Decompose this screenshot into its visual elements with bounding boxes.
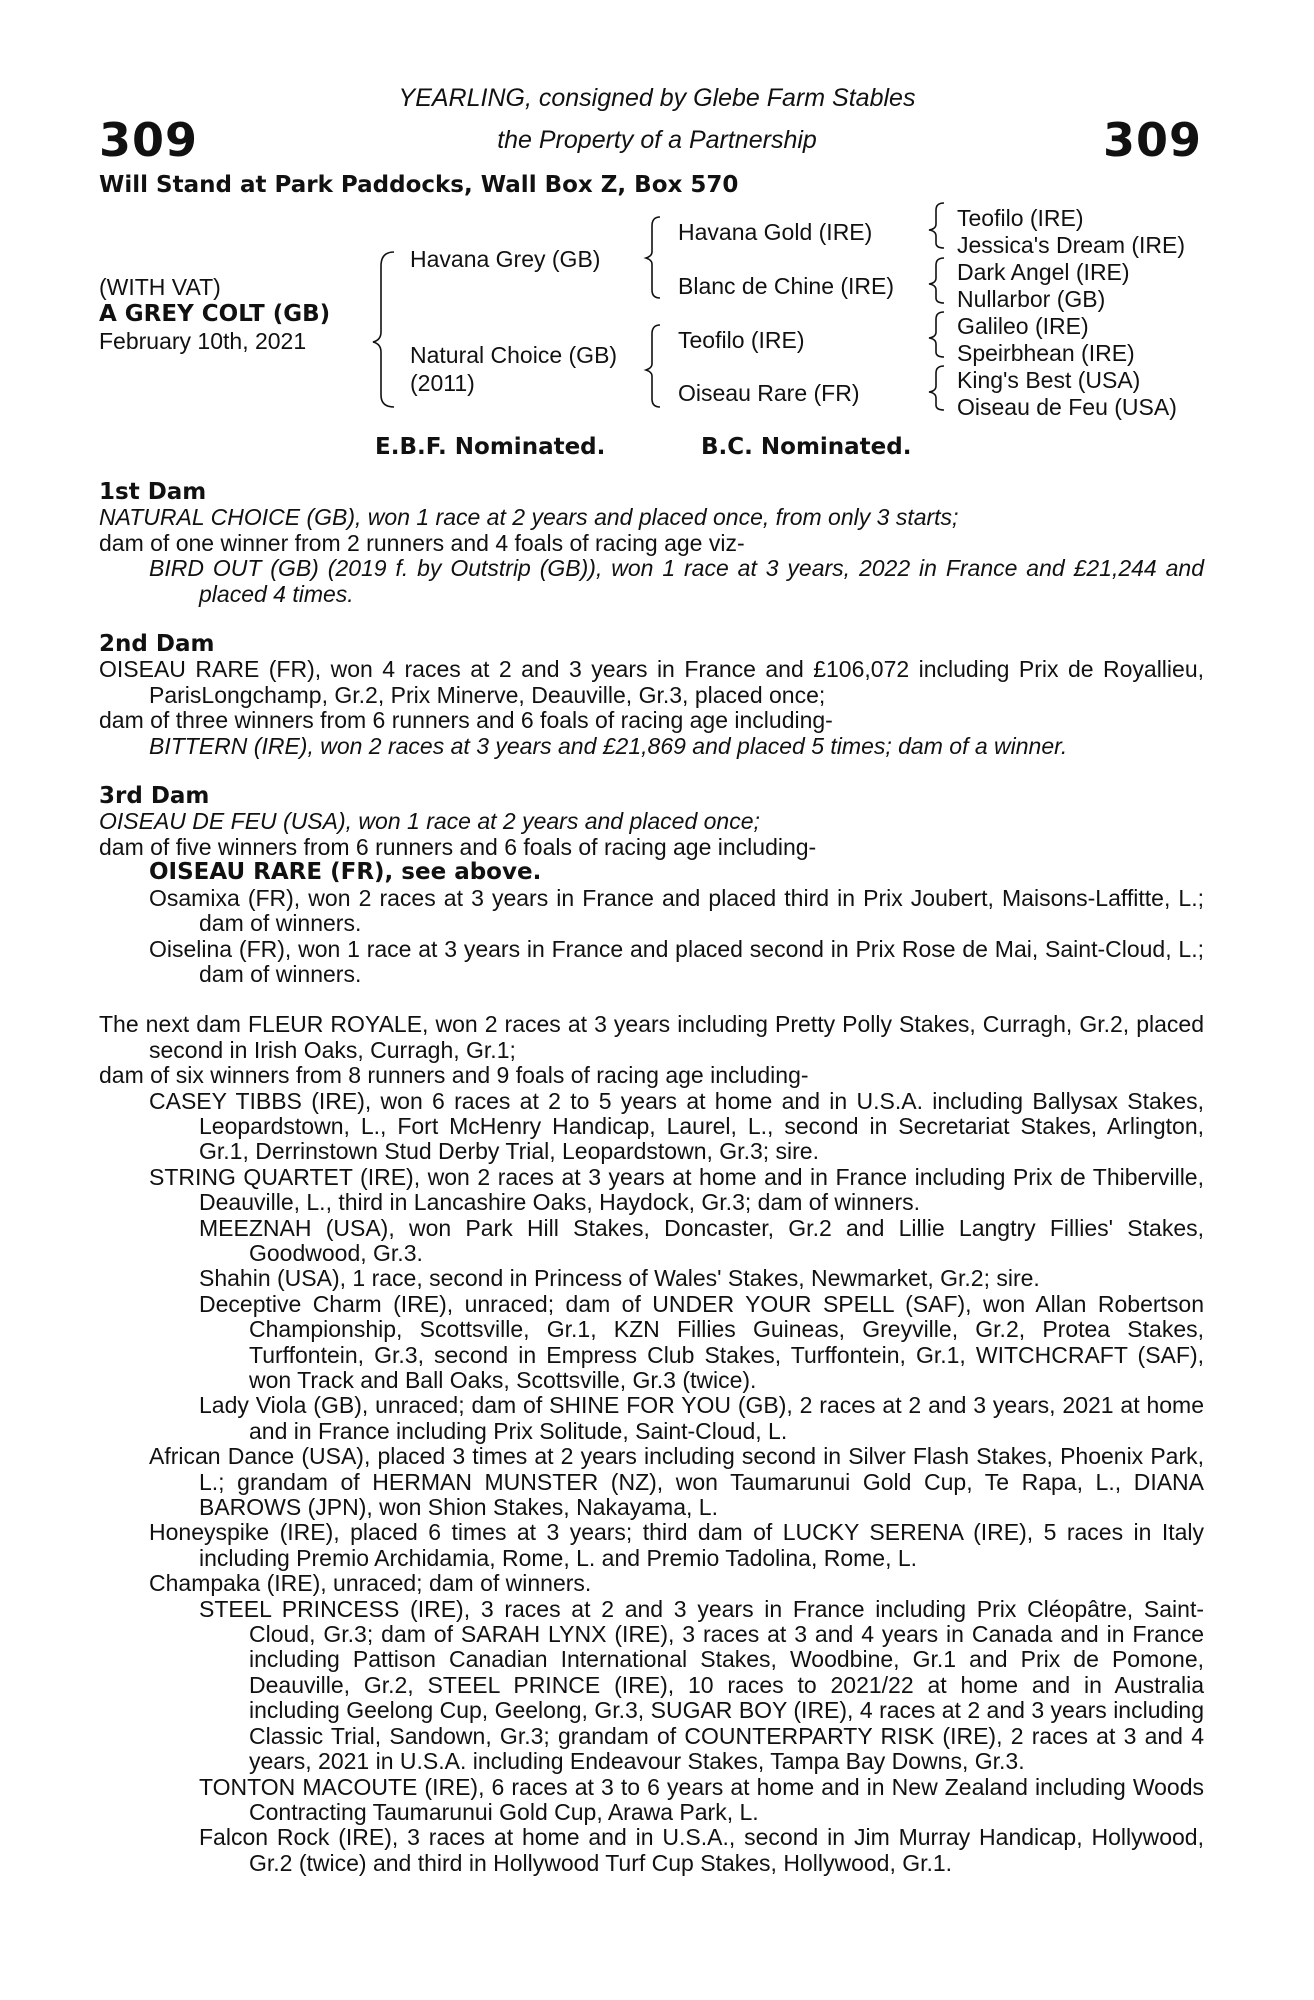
dam-sire: Teofilo (IRE) bbox=[678, 327, 805, 353]
gen3-4: Nullarbor (GB) bbox=[957, 286, 1106, 312]
third-dam-heading: 3rd Dam bbox=[99, 783, 210, 810]
produce-entry: Osamixa (FR), won 2 races at 3 years in France and placed third in Prix Joubert, Maisons-Laffitte, L.; dam of winners. bbox=[149, 884, 1204, 937]
produce-entry: Deceptive Charm (IRE), unraced; dam of UNDER YOUR SPELL (SAF), won Allan Robertson Championship, Scottsville, Gr.1, KZN Fillies Guineas, Greyville, Gr.2, Protea Stakes, Turffontein, Gr.3, second in Empress Club Stakes, Turffontein, Gr.1, WITCHCRAFT (SAF), won Track and Ball Oaks, Scottsville, Gr.3 (twice). bbox=[199, 1290, 1204, 1393]
dam-produce-summary: dam of one winner from 2 runners and 4 foals of racing age viz- bbox=[99, 529, 745, 556]
gen3-bracket-4 bbox=[929, 366, 944, 410]
gen3-3: Dark Angel (IRE) bbox=[957, 259, 1130, 285]
second-dam-produce-summary: dam of three winners from 6 runners and 6 foals of racing age including- bbox=[99, 707, 833, 734]
produce-entry: Oiselina (FR), won 1 race at 3 years in France and placed second in Prix Rose de Mai, Saint-Cloud, L.; dam of winners. bbox=[149, 935, 1204, 987]
gen3-6: Speirbhean (IRE) bbox=[957, 340, 1135, 366]
produce-entry: Lady Viola (GB), unraced; dam of SHINE FOR YOU (GB), 2 races at 2 and 3 years, 2021 at home and in France including Prix Solitude, Saint-Cloud, L. bbox=[199, 1392, 1204, 1444]
dam-dam: Oiseau Rare (FR) bbox=[678, 380, 860, 406]
sire-name: Havana Grey (GB) bbox=[410, 246, 601, 272]
dam-name: Natural Choice (GB) bbox=[410, 342, 618, 368]
gen3-8: Oiseau de Feu (USA) bbox=[957, 394, 1177, 420]
gen3-7: King's Best (USA) bbox=[957, 367, 1141, 393]
stand-location: Will Stand at Park Paddocks, Wall Box Z, Box 570 bbox=[99, 172, 739, 198]
produce-entry: CASEY TIBBS (IRE), won 6 races at 2 to 5 years at home and in U.S.A. including Ballysax Stakes, Leopardstown, L., Fort McHenry Handicap, Laurel, L., second in Secretariat Stakes, Arlington, Gr.1, Derrinstown Stud Derby Trial, Leopardstown, Gr.3; sire. bbox=[149, 1087, 1204, 1165]
produce-entry: MEEZNAH (USA), won Park Hill Stakes, Doncaster, Gr.2 and Lillie Langtry Fillies' Stakes, Goodwood, Gr.3. bbox=[199, 1214, 1204, 1266]
gen3-1: Teofilo (IRE) bbox=[957, 205, 1084, 231]
gen3-bracket-3 bbox=[929, 312, 944, 357]
third-dam-record: OISEAU DE FEU (USA), won 1 race at 2 years and placed once; bbox=[99, 808, 760, 835]
second-dam-record: OISEAU RARE (FR), won 4 races at 2 and 3 years in France and £106,072 including Prix de Royallieu, ParisLongchamp, Gr.2, Prix Minerve, Deauville, Gr.3, placed once; bbox=[99, 656, 1204, 708]
first-dam-heading: 1st Dam bbox=[99, 479, 207, 505]
sire-bracket bbox=[646, 217, 660, 298]
produce-entry: Falcon Rock (IRE), 3 races at home and in U.S.A., second in Jim Murray Handicap, Hollywood, Gr.2 (twice) and third in Hollywood Turf Cup Stakes, Hollywood, Gr.1. bbox=[199, 1824, 1204, 1876]
produce-entry: Champaka (IRE), unraced; dam of winners. bbox=[149, 1570, 592, 1597]
sire-dam: Blanc de Chine (IRE) bbox=[678, 273, 895, 299]
gen3-5: Galileo (IRE) bbox=[957, 313, 1089, 339]
dam-year: (2011) bbox=[410, 370, 475, 396]
gen3-bracket-1 bbox=[929, 203, 944, 248]
dam-bracket bbox=[646, 325, 660, 407]
third-dam-produce-summary: dam of five winners from 6 runners and 6 foals of racing age including- bbox=[99, 833, 817, 860]
produce-entry: Shahin (USA), 1 race, second in Princess of Wales' Stakes, Newmarket, Gr.2; sire. bbox=[199, 1265, 1040, 1292]
produce-entry: STRING QUARTET (IRE), won 2 races at 3 years at home and in France including Prix de Thiberville, Deauville, L., third in Lancashire Oaks, Haydock, Gr.3; dam of winners. bbox=[149, 1163, 1204, 1216]
consignor-line: YEARLING, consigned by Glebe Farm Stables bbox=[398, 84, 916, 112]
lot-number-right: 309 bbox=[1102, 113, 1202, 167]
gen3-2: Jessica's Dream (IRE) bbox=[957, 232, 1186, 258]
dam-record: NATURAL CHOICE (GB), won 1 race at 2 years and placed once, from only 3 starts; bbox=[99, 504, 959, 531]
produce-entry: African Dance (USA), placed 3 times at 2 years including second in Silver Flash Stakes, Phoenix Park, L.; grandam of HERMAN MUNSTER (NZ), won Taumarunui Gold Cup, Te Rapa, L., DIANA BAROWS (JPN), won Shion Stakes, Nakayama, L. bbox=[149, 1443, 1204, 1521]
second-dam-heading: 2nd Dam bbox=[99, 631, 215, 658]
property-line: the Property of a Partnership bbox=[497, 126, 817, 154]
produce-entry: STEEL PRINCESS (IRE), 3 races at 2 and 3 years in France including Prix Cléopâtre, Saint-Cloud, Gr.3; dam of SARAH LYNX (IRE), 3 races at 3 and 4 years in Canada and in France including Pattison Canadian International Stakes, Woodbine, Gr.1 and Prix de Pomone, Deauville, Gr.2, STEEL PRINCE (IRE), 10 races to 2021/22 at home and in Australia including Geelong Cup, Geelong, Gr.3, SUGAR BOY (IRE), 4 races at 2 and 3 years including Classic Trial, Sandown, Gr.3; grandam of COUNTERPARTY RISK (IRE), 2 races at 3 and 4 years, 2021 in U.S.A. including Endeavour Stakes, Tampa Bay Downs, Gr.3. bbox=[199, 1595, 1204, 1775]
produce-entry: TONTON MACOUTE (IRE), 6 races at 3 to 6 years at home and in New Zealand including Woods Contracting Taumarunui Gold Cup, Arawa Park, L. bbox=[199, 1773, 1204, 1825]
horse-name: A GREY COLT (GB) bbox=[99, 301, 331, 327]
fourth-dam-record: The next dam FLEUR ROYALE, won 2 races at 3 years including Pretty Polly Stakes, Curragh, Gr.2, placed second in Irish Oaks, Curragh, Gr.1; bbox=[99, 1011, 1204, 1063]
fourth-dam-produce-summary: dam of six winners from 8 runners and 9 foals of racing age including- bbox=[99, 1062, 809, 1089]
foaling-date: February 10th, 2021 bbox=[99, 328, 307, 354]
produce-entry: BITTERN (IRE), won 2 races at 3 years and £21,869 and placed 5 times; dam of a winner. bbox=[149, 732, 1068, 759]
produce-entry: BIRD OUT (GB) (2019 f. by Outstrip (GB)), won 1 race at 3 years, 2022 in France and £21,244 and placed 4 times. bbox=[149, 555, 1204, 607]
vat-note: (WITH VAT) bbox=[99, 274, 221, 300]
sire-dam-bracket bbox=[373, 252, 394, 407]
produce-entry: OISEAU RARE (FR), see above. bbox=[149, 859, 542, 886]
ebf-nomination: E.B.F. Nominated. bbox=[375, 434, 606, 460]
gen3-bracket-2 bbox=[929, 258, 944, 303]
produce-entry: Honeyspike (IRE), placed 6 times at 3 years; third dam of LUCKY SERENA (IRE), 5 races in Italy including Premio Archidamia, Rome, L. and Premio Tadolina, Rome, L. bbox=[149, 1519, 1204, 1571]
sire-sire: Havana Gold (IRE) bbox=[678, 219, 873, 245]
bc-nomination: B.C. Nominated. bbox=[701, 434, 912, 460]
catalogue-body bbox=[99, 480, 1204, 1876]
lot-number-left: 309 bbox=[99, 113, 199, 167]
